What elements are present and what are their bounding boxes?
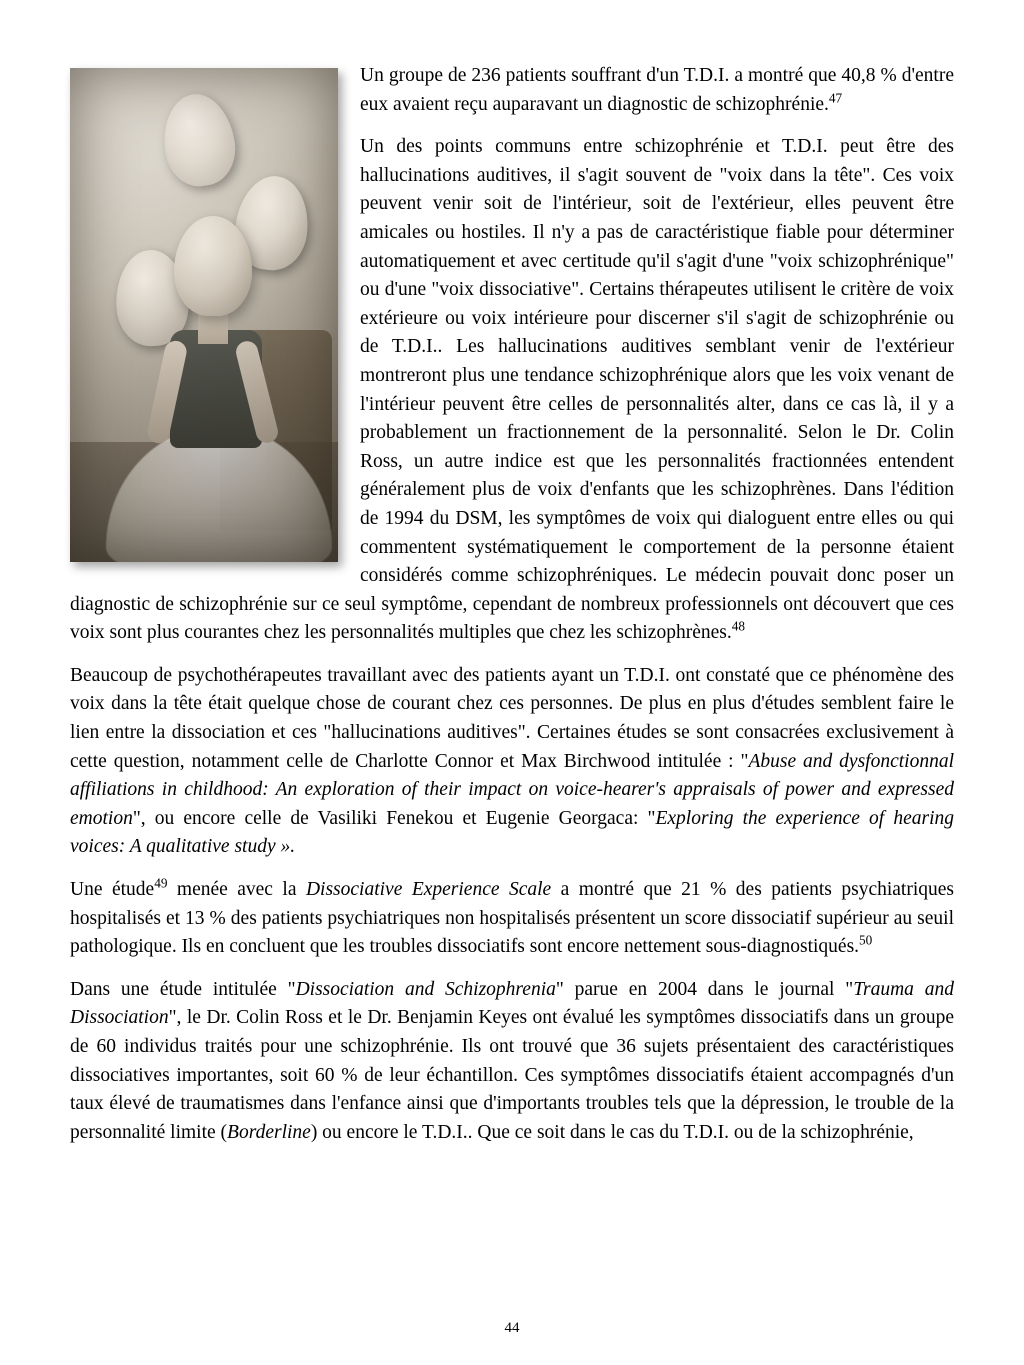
figure-vignette	[70, 68, 338, 562]
footnote-marker: 50	[859, 932, 873, 948]
emphasis-text: Exploring the experience of hearing voices: A qualitative study ».	[70, 807, 954, 858]
figure-image	[70, 68, 338, 562]
footnote-marker: 47	[828, 90, 843, 106]
footnote-marker: 48	[731, 618, 745, 634]
page-number: 44	[504, 1320, 520, 1336]
footnote-marker: 49	[154, 875, 168, 891]
text-run: menée avec la	[167, 879, 306, 901]
emphasis-text: Dissociative Experience Scale	[305, 879, 552, 901]
text-run: " parue en 2004 dans le journal "	[555, 978, 854, 1000]
emphasis-text: Dissociation and Schizophrenia	[295, 978, 556, 1000]
text-run: Dans une étude intitulée "	[70, 978, 296, 1000]
text-run: Un des points communs entre schizophrénie et T.D.I. peut être des hallucinations auditives, il s'agit souvent de "voix dans la tête". Ces voix peuvent venir soit de l'intérieur, soit de l'extérieur, elles peuvent être amicales ou hostiles. Il n'y a pas de caractéristique fiable pour déterminer automatiquement et avec certitude qu'il s'agit d'une "voix schizophrénique" ou d'une "voix dissociative". Certains thérapeutes utilisent le critère de voix extérieure ou voix intérieure pour discerner s'il s'agit de schizophrénie ou de T.D.I.. Les hallucinations auditives semblant venir de l'extérieur montreront plus une tendance schizophrénique alors que les voix venant de l'intérieur peuvent être celles de personnalités alter, dans ce cas là, il y a probablement un fractionnement de la personnalité. Selon le Dr. Colin Ross, un autre indice est que les personnalités fractionnées entendent généralement plus de voix d'enfants que les schizophrènes. Dans l'édition de 1994 du DSM, les symptômes de voix qui dialoguent entre elles ou qui commentent systématiquement le comportement de la personne étaient considérés comme schizophréniques. Le médecin pouvait donc poser un diagnostic de schizophrénie sur ce seul symptôme, cependant de nombreux professionnels ont découvert que ces voix sont plus courantes chez les personnalités multiples que chez les schizophrènes.	[70, 136, 954, 644]
text-run: Une étude	[70, 879, 155, 901]
text-run: a montré que 21 % des patients psychiatriques hospitalisés et 13 % des patients psychiatriques non hospitalisés présentent un score dissociatif supérieur au seuil pathologique. Ils en concluent que les troubles dissociatifs sont encore nettement sous-diagnostiqués.	[70, 879, 954, 958]
emphasis-text: Borderline	[227, 1121, 311, 1143]
paragraph	[70, 976, 954, 1148]
text-run: Un groupe de 236 patients souffrant d'un T.D.I. a montré que 40,8 % d'entre eux avaient reçu auparavant un diagnostic de schizophrénie.	[360, 65, 954, 115]
emphasis-text: Trauma and Dissociation	[70, 978, 954, 1029]
paragraph	[70, 876, 954, 962]
text-run: ", le Dr. Colin Ross et le Dr. Benjamin Keyes ont évalué les symptômes dissociatifs dans un groupe de 60 individus traités pour une schizophrénie. Ils ont trouvé que 36 sujets présentaient des caractéristiques dissociatives importantes, soit 60 % de leur échantillon. Ces symptômes dissociatifs étaient accompagnés d'un taux élevé de traumatismes dans l'enfance ainsi que d'importants troubles tels que la dépression, le trouble de la personnalité limite (	[70, 1007, 954, 1143]
text-run: ) ou encore le T.D.I.. Que ce soit dans le cas du T.D.I. ou de la schizophrénie,	[310, 1121, 914, 1143]
emphasis-text: Abuse and dysfonctionnal affiliations in childhood: An exploration of their impact on voice-hearer's appraisals of power and expressed emotion	[70, 750, 954, 829]
text-run: Beaucoup de psychothérapeutes travaillant avec des patients ayant un T.D.I. ont constaté que ce phénomène des voix dans la tête était quelque chose de courant chez ces personnes. De plus en plus d'études semblent faire le lien entre la dissociation et ces "hallucinations auditives". Certaines études se sont consacrées exclusivement à cette question, notamment celle de Charlotte Connor et Max Birchwood intitulée : "	[70, 664, 954, 772]
text-run: ", ou encore celle de Vasiliki Fenekou et Eugenie Georgaca: "	[132, 807, 656, 829]
paragraph	[70, 662, 954, 862]
